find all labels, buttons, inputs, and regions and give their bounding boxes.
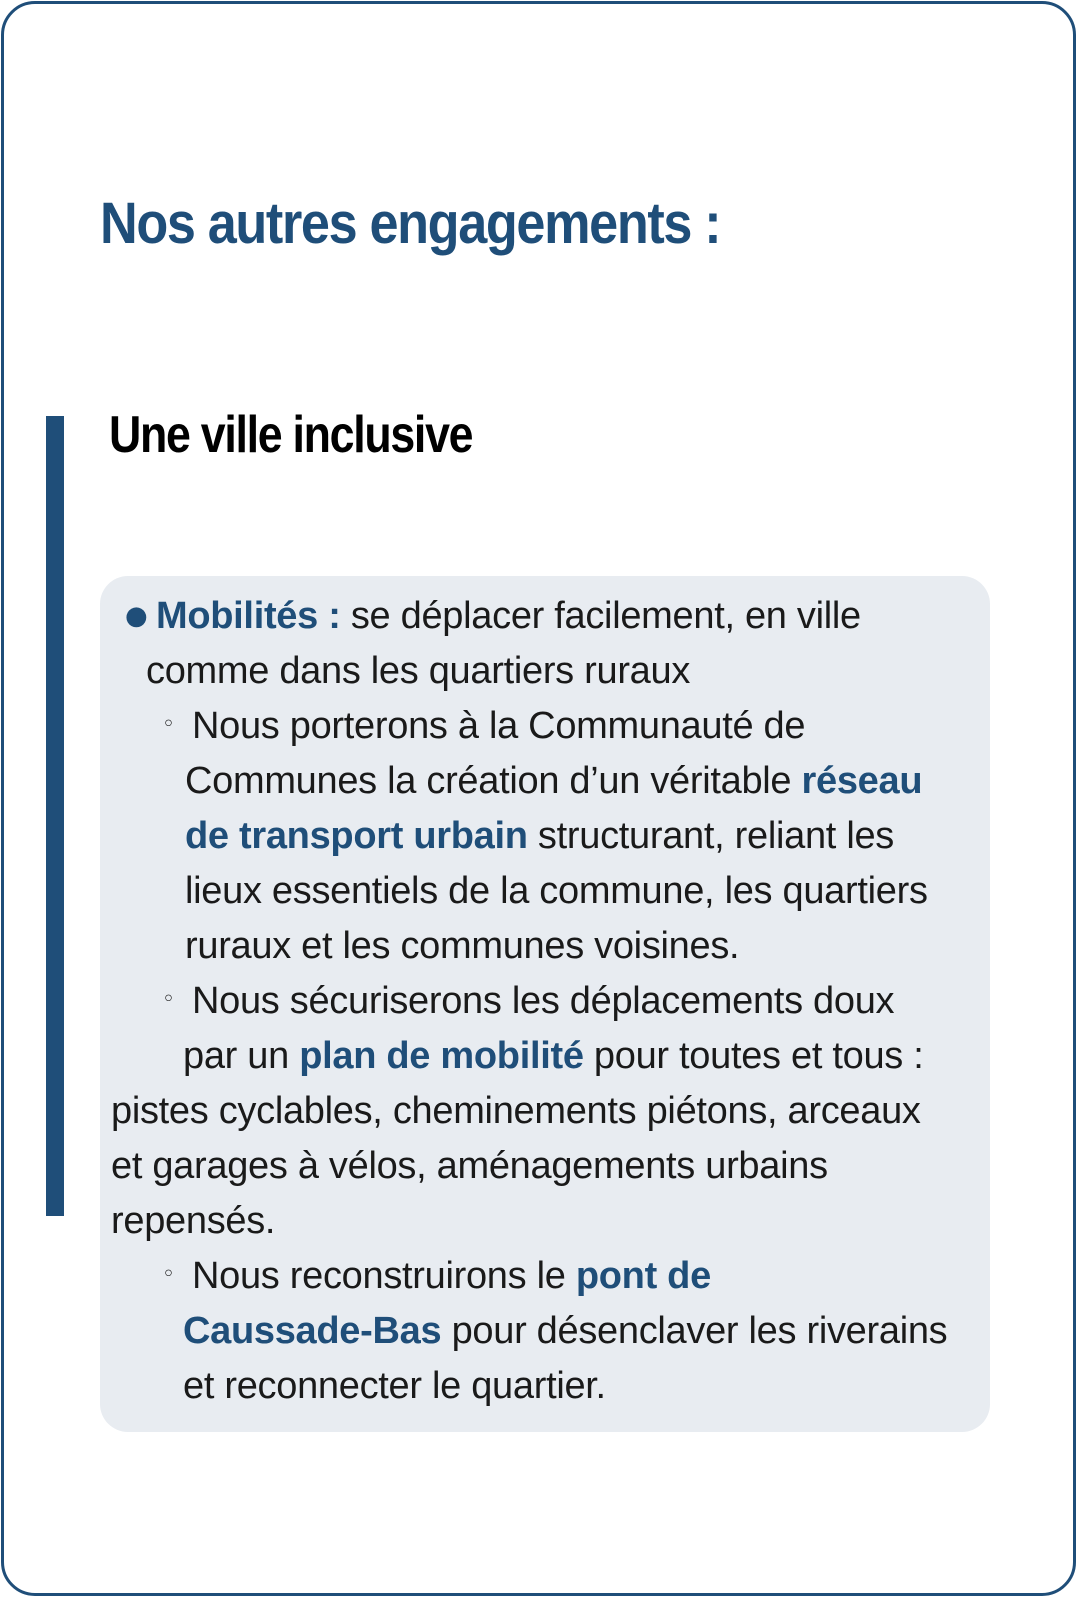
sub-item-2-highlight: plan de mobilité [299, 1035, 584, 1077]
circle-bullet-icon: ◦ [162, 712, 175, 737]
main-item-label: Mobilités : [156, 595, 341, 637]
sub-item-1-line-2 [185, 762, 922, 800]
sub-item-2-line-1: Nous sécuriserons les déplacements doux [192, 980, 895, 1022]
main-item-line-2: comme dans les quartiers ruraux [146, 650, 691, 692]
sub-item-2-line-2 [183, 1037, 924, 1075]
sub-item-2-line-4: et garages à vélos, aménagements urbains [111, 1145, 828, 1187]
sub-item-1-highlight-b: de transport urbain [185, 815, 528, 857]
sub-item-3-line-2 [183, 1312, 947, 1350]
sub-item-3-highlight-a: pont de [575, 1255, 711, 1297]
sub-item-1-line-5: ruraux et les communes voisines. [185, 925, 740, 967]
circle-bullet-icon: ◦ [162, 1262, 175, 1287]
sub-item-1-text: Communes la création d’un véritable [185, 760, 802, 802]
sub-item-2-text: par un [183, 1035, 300, 1077]
sub-item-3-text: Nous reconstruirons le [192, 1255, 576, 1297]
sub-item-3-text: pour désenclaver les riverains [441, 1310, 948, 1352]
page-title: Nos autres engagements : [100, 191, 721, 256]
sub-item-3-highlight-b: Caussade-Bas [183, 1310, 442, 1352]
sub-item-3-line-3: et reconnecter le quartier. [183, 1365, 606, 1407]
sub-item-1-highlight-a: réseau [801, 760, 923, 802]
sub-item-2-text: pour toutes et tous : [583, 1035, 924, 1077]
main-item-line-1 [156, 597, 861, 635]
sub-item-2-line-3: pistes cyclables, cheminements piétons, arceaux [111, 1090, 921, 1132]
main-item-text: se déplacer facilement, en ville [340, 595, 861, 637]
section-title: Une ville inclusive [109, 406, 473, 464]
sub-item-1-text: structurant, reliant les [527, 815, 894, 857]
sub-item-3-line-1 [192, 1257, 711, 1295]
circle-bullet-icon: ◦ [162, 987, 175, 1012]
section-accent-bar [46, 416, 64, 1216]
sub-item-1-line-3 [185, 817, 894, 855]
sub-item-2-line-5: repensés. [111, 1200, 276, 1242]
disc-bullet-icon: ● [125, 601, 148, 631]
sub-item-1-line-1: Nous porterons à la Communauté de [192, 705, 806, 747]
sub-item-1-line-4: lieux essentiels de la commune, les quartiers [185, 870, 928, 912]
